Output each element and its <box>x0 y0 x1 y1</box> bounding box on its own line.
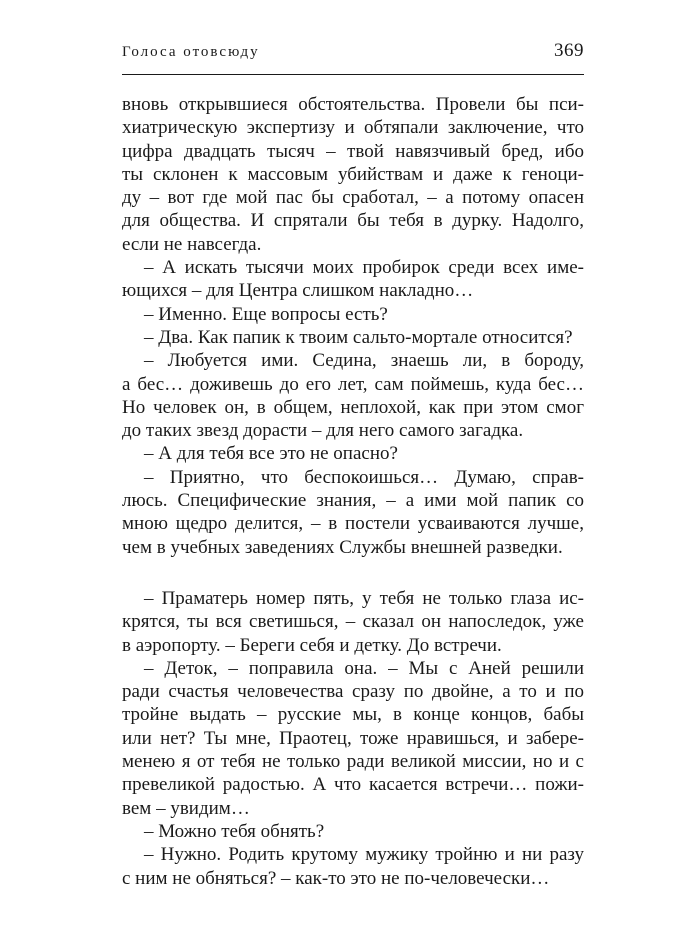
text-line: цифра двадцать тысяч – твой навязчивый бред, ибо <box>122 140 584 162</box>
text-line: превеликой радостью. А что касается встречи… пожи- <box>122 774 584 796</box>
text-line: – Любуется ими. Седина, знаешь ли, в бороду, <box>144 350 584 372</box>
text-line: люсь. Специфические знания, – а ими мой папик со <box>122 490 584 512</box>
text-line: до таких звезд дорасти – для него самого загадка. <box>122 420 524 442</box>
text-line: ради счастья человечества сразу по двойне, а то и по <box>122 681 584 703</box>
text-line: ты склонен к массовым убийствам и даже к геноци- <box>122 163 584 185</box>
text-line: вем – увидим… <box>122 797 250 819</box>
header-rule <box>122 74 584 75</box>
text-line: – Приятно, что беспокоишься… Думаю, справ- <box>144 466 584 488</box>
section-break <box>122 559 584 587</box>
text-line: хиатрическую экспертизу и обтяпали заключение, что <box>122 117 584 139</box>
running-title: Голоса отовсюду <box>122 44 260 60</box>
text-line: Но человек он, в общем, неплохой, как при этом смог <box>122 396 584 418</box>
text-line: – А искать тысячи моих пробирок среди всех име- <box>144 257 584 279</box>
text-line: – Нужно. Родить крутому мужику тройню и ни разу <box>144 844 584 866</box>
text-line: ющихся – для Центра слишком накладно… <box>122 280 474 302</box>
text-line: если не навсегда. <box>122 233 262 255</box>
text-line: – Деток, – поправила она. – Мы с Аней решили <box>144 657 584 679</box>
text-line: – Можно тебя обнять? <box>144 820 325 842</box>
text-line: с ним не обняться? – как-то это не по-человечески… <box>122 867 550 889</box>
page-number: 369 <box>554 40 584 61</box>
text-section-2 <box>122 587 584 890</box>
text-section-1 <box>122 93 584 559</box>
text-line: мною щедро делится, – в постели усваиваются лучше, <box>122 513 584 535</box>
text-line: для общества. И спрятали бы тебя в дурку. Надолго, <box>122 210 584 232</box>
text-line: ду – вот где мой пас бы сработал, – а потому опасен <box>122 187 584 209</box>
text-line: а бес… доживешь до его лет, сам поймешь, куда бес… <box>122 373 584 395</box>
text-line: крятся, ты вся светишься, – сказал он напоследок, уже <box>122 611 584 633</box>
text-line: – Именно. Еще вопросы есть? <box>144 303 388 325</box>
text-line: менею я от тебя не только ради великой миссии, но и с <box>122 751 584 773</box>
text-line: тройне выдать – русские мы, в конце концов, бабы <box>122 704 584 726</box>
text-line: – Праматерь номер пять, у тебя не только глаза ис- <box>144 587 584 609</box>
text-line: – Два. Как папик к твоим сальто-мортале относится? <box>144 326 573 348</box>
text-line: – А для тебя все это не опасно? <box>144 443 398 465</box>
running-head <box>122 40 584 68</box>
text-line: вновь открывшиеся обстоятельства. Провели бы пси- <box>122 94 584 115</box>
book-page <box>122 40 584 890</box>
text-line: в аэропорту. – Береги себя и детку. До встречи. <box>122 634 502 656</box>
text-line: или нет? Ты мне, Праотец, тоже нравишься, и забере- <box>122 727 584 749</box>
text-line: чем в учебных заведениях Службы внешней разведки. <box>122 536 563 558</box>
